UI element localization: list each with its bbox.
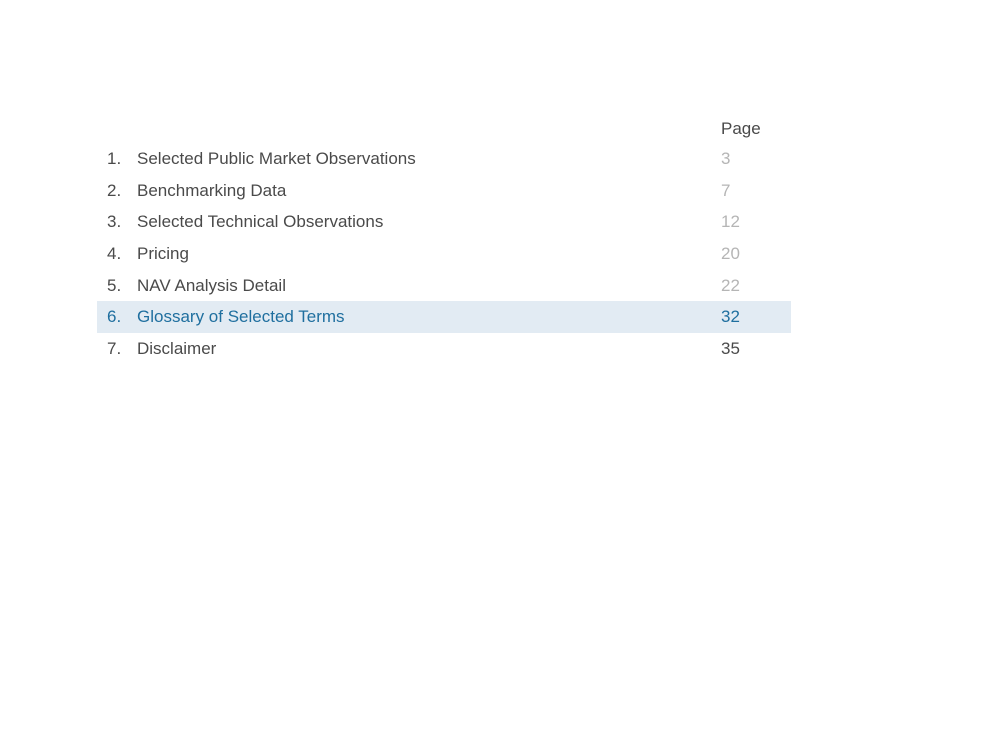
toc-item-number: 3.	[107, 212, 122, 232]
toc-item-benchmarking-data[interactable]	[97, 175, 791, 207]
toc-item-title: Disclaimer	[137, 339, 217, 359]
toc-item-title: NAV Analysis Detail	[137, 275, 286, 295]
toc-item-title: Selected Technical Observations	[137, 212, 384, 232]
toc-item-page: 20	[721, 244, 740, 264]
table-of-contents	[97, 112, 791, 365]
toc-item-title: Selected Public Market Observations	[137, 149, 416, 168]
toc-item-page: 35	[721, 339, 740, 359]
toc-item-page: 12	[721, 212, 740, 232]
toc-item-number: 1.	[107, 149, 122, 168]
toc-item-nav-analysis-detail[interactable]	[97, 270, 791, 302]
toc-item-title: Glossary of Selected Terms	[137, 307, 345, 327]
toc-item-disclaimer[interactable]	[97, 333, 791, 365]
toc-item-selected-technical-observations[interactable]	[97, 206, 791, 238]
toc-item-number: 2.	[107, 180, 122, 200]
page-column-header: Page	[721, 119, 761, 138]
toc-item-title: Benchmarking Data	[137, 180, 287, 200]
toc-item-title: Pricing	[137, 244, 189, 264]
toc-header	[97, 112, 791, 143]
toc-item-number: 4.	[107, 244, 122, 264]
toc-item-number: 5.	[107, 275, 122, 295]
toc-item-page: 32	[721, 307, 740, 327]
toc-item-page: 7	[721, 180, 731, 200]
toc-item-glossary-of-selected-terms[interactable]	[97, 301, 791, 333]
toc-item-number: 7.	[107, 339, 122, 359]
toc-item-selected-public-market-observations[interactable]	[97, 143, 791, 175]
toc-item-pricing[interactable]	[97, 238, 791, 270]
toc-item-page: 3	[721, 149, 731, 168]
toc-item-number: 6.	[107, 307, 122, 327]
toc-item-page: 22	[721, 275, 740, 295]
